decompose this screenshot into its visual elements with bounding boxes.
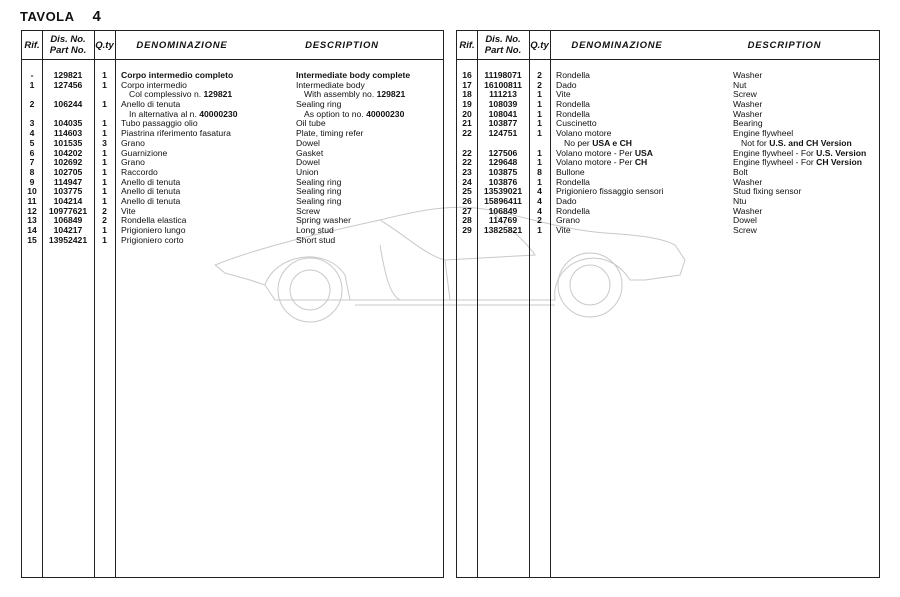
table-row (457, 168, 879, 178)
description-cell: Intermediate body (296, 79, 365, 90)
description-cell: Sealing ring (296, 176, 342, 187)
description-cell: Union (296, 166, 319, 177)
denominazione-cell: Rondella (556, 70, 590, 80)
denominazione-bold: USA (634, 147, 653, 158)
qty-cell: 4 (537, 195, 542, 206)
rif-cell: 10 (27, 186, 37, 197)
rif-cell: 3 (29, 118, 35, 129)
denominazione-cell: Anello di tenuta (121, 176, 181, 187)
rif-cell: 7 (29, 157, 35, 168)
denominazione-bold: CH (634, 157, 648, 168)
denominazione-cell: Volano motore - Per CH (556, 157, 648, 168)
denominazione-cell: Vite (556, 89, 571, 100)
qty-cell: 4 (537, 186, 542, 197)
rif-cell: 16 (462, 70, 472, 80)
title-label: TAVOLA (20, 9, 75, 24)
qty-cell: 1 (102, 79, 107, 90)
denominazione-cell: Col complessivo n. 129821 (129, 89, 233, 100)
qty-cell: 1 (537, 225, 542, 235)
rif-cell: 6 (29, 147, 35, 158)
denominazione-bold: 129821 (203, 89, 233, 100)
part-number-cell: 124751 (488, 128, 518, 139)
qty-cell: 1 (102, 70, 107, 80)
denominazione-cell: Anello di tenuta (121, 186, 181, 197)
table-row (22, 129, 443, 139)
description-cell: With assembly no. 129821 (304, 89, 406, 100)
qty-cell: 2 (537, 215, 542, 226)
denominazione-cell: Piastrina riferimento fasatura (121, 128, 231, 139)
col-header-description: DESCRIPTION (305, 39, 379, 51)
part-number-cell: 108039 (488, 99, 518, 110)
rif-cell: 5 (29, 137, 35, 148)
qty-cell: 1 (537, 157, 542, 168)
denominazione-cell: Grano (121, 157, 145, 168)
qty-cell: 8 (537, 166, 542, 177)
part-number-cell: 10977621 (48, 205, 88, 216)
table-row (457, 207, 879, 217)
part-number-cell: 104202 (53, 147, 83, 158)
denominazione-cell: Prigioniero corto (121, 234, 184, 245)
description-cell: Long stud (296, 225, 334, 235)
denominazione-cell: Guarnizione (121, 147, 168, 158)
description-cell: Engine flywheel (733, 128, 794, 139)
description-cell: Bearing (733, 118, 763, 129)
denominazione-bold: USA e CH (592, 137, 632, 148)
rif-cell: 23 (462, 166, 472, 177)
table-row (22, 236, 443, 246)
table-row (457, 119, 879, 129)
part-number-cell: 13952421 (48, 234, 88, 245)
qty-cell: 1 (537, 128, 542, 139)
qty-cell: 1 (102, 225, 107, 235)
rif-cell: 26 (462, 195, 472, 206)
table-number: 4 (92, 8, 102, 25)
part-number-cell: 106244 (53, 99, 83, 110)
rif-cell: 2 (29, 99, 35, 110)
table-row (22, 178, 443, 188)
description-bold: 40000230 (366, 108, 405, 119)
denominazione-cell: Dado (556, 195, 577, 206)
table-row (457, 197, 879, 207)
table-row (457, 110, 879, 120)
description-cell: Plate, timing refer (296, 128, 364, 139)
header-divider (22, 59, 443, 60)
denominazione-cell: Dado (556, 79, 577, 90)
col-header-denominazione: DENOMINAZIONE (571, 39, 663, 51)
col-header-rif: Rif. (24, 39, 40, 51)
description-cell: Sealing ring (296, 195, 342, 206)
rif-cell: 17 (462, 79, 472, 90)
col-header-part (477, 31, 529, 59)
rif-cell: 27 (462, 205, 472, 216)
part-number-cell: 108041 (488, 108, 518, 119)
description-bold: U.S. and CH Version (769, 137, 852, 148)
rif-cell: 21 (462, 118, 472, 129)
denominazione-bold: 40000230 (199, 108, 238, 119)
description-cell: Sealing ring (296, 186, 342, 197)
denominazione-cell: Corpo intermedio (121, 79, 187, 90)
description-cell: Intermediate body complete (296, 70, 411, 80)
description-cell: Engine flywheel - For CH Version (733, 157, 862, 168)
part-number-cell: 13539021 (483, 186, 523, 197)
part-number-cell: 129648 (488, 157, 518, 168)
part-number-cell: 102692 (53, 157, 83, 168)
description-bold: U.S. Version (816, 147, 867, 158)
header-divider (457, 59, 879, 60)
rif-cell: 25 (462, 186, 472, 197)
table-row (22, 139, 443, 149)
part-number-cell: 103876 (488, 176, 518, 187)
part-number-cell: 114769 (488, 215, 518, 226)
qty-cell: 4 (537, 205, 542, 216)
part-number-cell: 104035 (53, 118, 83, 129)
table-row (22, 90, 443, 100)
part-number-cell: 103877 (488, 118, 518, 129)
denominazione-cell: Vite (556, 225, 571, 235)
qty-cell: 1 (102, 176, 107, 187)
description-cell: Not for U.S. and CH Version (741, 137, 852, 148)
denominazione-cell: Volano motore (556, 128, 612, 139)
description-cell: Ntu (733, 195, 747, 206)
part-number-cell: 11198071 (484, 70, 522, 80)
description-cell: Bolt (733, 166, 748, 177)
table-row (22, 119, 443, 129)
denominazione-cell: Prigioniero lungo (121, 225, 186, 235)
qty-cell: 1 (102, 99, 107, 110)
rif-cell: 18 (462, 89, 472, 100)
description-cell: Sealing ring (296, 99, 342, 110)
rif-cell: 22 (462, 128, 472, 139)
description-cell: Stud fixing sensor (733, 186, 802, 197)
rif-cell: 24 (462, 176, 472, 187)
denominazione-cell: Volano motore - Per USA (556, 147, 653, 158)
qty-cell: 1 (102, 147, 107, 158)
description-cell: Oil tube (296, 118, 326, 129)
table-row (22, 149, 443, 159)
table-row (22, 216, 443, 226)
rif-cell: 11 (27, 195, 37, 206)
rif-cell: 22 (462, 147, 472, 158)
rif-cell: 19 (462, 99, 472, 110)
part-number-cell: 127456 (53, 79, 83, 90)
denominazione-cell: Anello di tenuta (121, 99, 181, 110)
table-row (457, 100, 879, 110)
table-row (22, 110, 443, 120)
col-header-denominazione: DENOMINAZIONE (136, 39, 228, 51)
qty-cell: 1 (102, 128, 107, 139)
table-row (22, 71, 443, 81)
qty-cell: 1 (102, 166, 107, 177)
denominazione-cell: Rondella (556, 99, 590, 110)
qty-cell: 1 (537, 99, 542, 110)
description-cell: Dowel (733, 215, 757, 226)
part-number-cell: 102705 (53, 166, 83, 177)
description-cell: Screw (733, 89, 757, 100)
rif-cell: 20 (462, 108, 472, 119)
qty-cell: 1 (102, 195, 107, 206)
qty-cell: 1 (102, 118, 107, 129)
col-header-part-it: Dis. No. (50, 34, 86, 45)
description-cell: Spring washer (296, 215, 351, 226)
denominazione-cell: Bullone (556, 166, 585, 177)
part-number-cell: 103875 (488, 166, 518, 177)
description-cell: Washer (733, 108, 763, 119)
qty-cell: 1 (537, 89, 542, 100)
part-number-cell: 106849 (488, 205, 518, 216)
table-row (457, 90, 879, 100)
part-number-cell: 13825821 (483, 225, 523, 235)
description-cell: Engine flywheel - For U.S. Version (733, 147, 867, 158)
denominazione-cell: No per USA e CH (564, 137, 632, 148)
parts-table-right (456, 30, 880, 578)
qty-cell: 1 (537, 118, 542, 129)
description-cell: Dowel (296, 157, 320, 168)
part-number-cell: 104217 (53, 225, 83, 235)
page-title (20, 8, 101, 25)
part-number-cell: 114947 (53, 176, 83, 187)
qty-cell: 1 (537, 176, 542, 187)
rif-cell: 12 (27, 205, 37, 216)
rif-cell: 15 (27, 234, 37, 245)
qty-cell: 2 (537, 70, 542, 80)
part-number-cell: 129821 (53, 70, 83, 80)
col-header-rif: Rif. (459, 39, 475, 51)
rif-cell: 22 (462, 157, 472, 168)
parts-table-left (21, 30, 444, 578)
part-number-cell: 101535 (53, 137, 83, 148)
rif-cell: - (30, 70, 34, 80)
part-number-cell: 16100811 (484, 79, 522, 90)
part-number-cell: 104214 (53, 195, 83, 206)
qty-cell: 3 (102, 137, 107, 148)
rif-cell: 29 (462, 225, 472, 235)
denominazione-cell: Rondella (556, 108, 590, 119)
table-row (22, 168, 443, 178)
rif-cell: 1 (29, 79, 35, 90)
qty-cell: 1 (102, 157, 107, 168)
denominazione-cell: Rondella (556, 176, 590, 187)
part-number-cell: 114603 (53, 128, 83, 139)
description-cell: Nut (733, 79, 747, 90)
part-number-cell: 103775 (53, 186, 83, 197)
col-header-qty: Q.ty (95, 39, 114, 51)
denominazione-cell: Vite (121, 205, 136, 216)
description-cell: Washer (733, 99, 763, 110)
col-header-part-en: Part No. (484, 45, 522, 56)
table-row (22, 158, 443, 168)
qty-cell: 1 (537, 108, 542, 119)
description-cell: Washer (733, 205, 763, 216)
table-row (457, 81, 879, 91)
qty-cell: 1 (537, 147, 542, 158)
qty-cell: 1 (102, 234, 107, 245)
table-row (457, 158, 879, 168)
table-row (22, 187, 443, 197)
denominazione-cell: Grano (556, 215, 580, 226)
description-cell: Gasket (296, 147, 324, 158)
part-number-cell: 15896411 (484, 195, 522, 206)
part-number-cell: 106849 (53, 215, 83, 226)
description-cell: Washer (733, 70, 763, 80)
table-row (22, 207, 443, 217)
description-cell: Screw (296, 205, 320, 216)
denominazione-cell: Cuscinetto (556, 118, 597, 129)
rif-cell: 8 (29, 166, 35, 177)
description-cell: Short stud (296, 234, 336, 245)
rif-cell: 4 (29, 128, 35, 139)
part-number-cell: 111213 (489, 89, 517, 100)
rif-cell: 13 (27, 215, 37, 226)
qty-cell: 2 (102, 215, 107, 226)
qty-cell: 2 (537, 79, 542, 90)
col-header-part-it: Dis. No. (485, 34, 521, 45)
denominazione-cell: Anello di tenuta (121, 195, 181, 206)
right-rows (457, 71, 879, 236)
description-bold: CH Version (816, 157, 862, 168)
col-header-part (42, 31, 94, 59)
denominazione-cell: In alternativa al n. 40000230 (129, 108, 238, 119)
denominazione-cell: Raccordo (121, 166, 158, 177)
rif-cell: 28 (462, 215, 472, 226)
description-cell: Dowel (296, 137, 320, 148)
rif-cell: 9 (29, 176, 35, 187)
description-cell: Screw (733, 225, 757, 235)
col-header-description: DESCRIPTION (747, 39, 822, 51)
col-header-qty: Q.ty (530, 39, 549, 51)
rif-cell: 14 (27, 225, 37, 235)
denominazione-cell: Tubo passaggio olio (121, 118, 198, 129)
description-cell: Washer (733, 176, 763, 187)
denominazione-cell: Prigioniero fissaggio sensori (556, 186, 664, 197)
denominazione-cell: Corpo intermedio completo (121, 70, 234, 80)
denominazione-cell: Rondella elastica (121, 215, 187, 226)
qty-cell: 1 (102, 186, 107, 197)
left-rows (22, 71, 443, 245)
denominazione-cell: Rondella (556, 205, 590, 216)
qty-cell: 2 (102, 205, 107, 216)
col-header-part-en: Part No. (49, 45, 87, 56)
denominazione-cell: Grano (121, 137, 145, 148)
description-bold: 129821 (376, 89, 406, 100)
part-number-cell: 127506 (488, 147, 518, 158)
description-cell: As option to no. 40000230 (304, 108, 405, 119)
table-row (457, 226, 879, 236)
